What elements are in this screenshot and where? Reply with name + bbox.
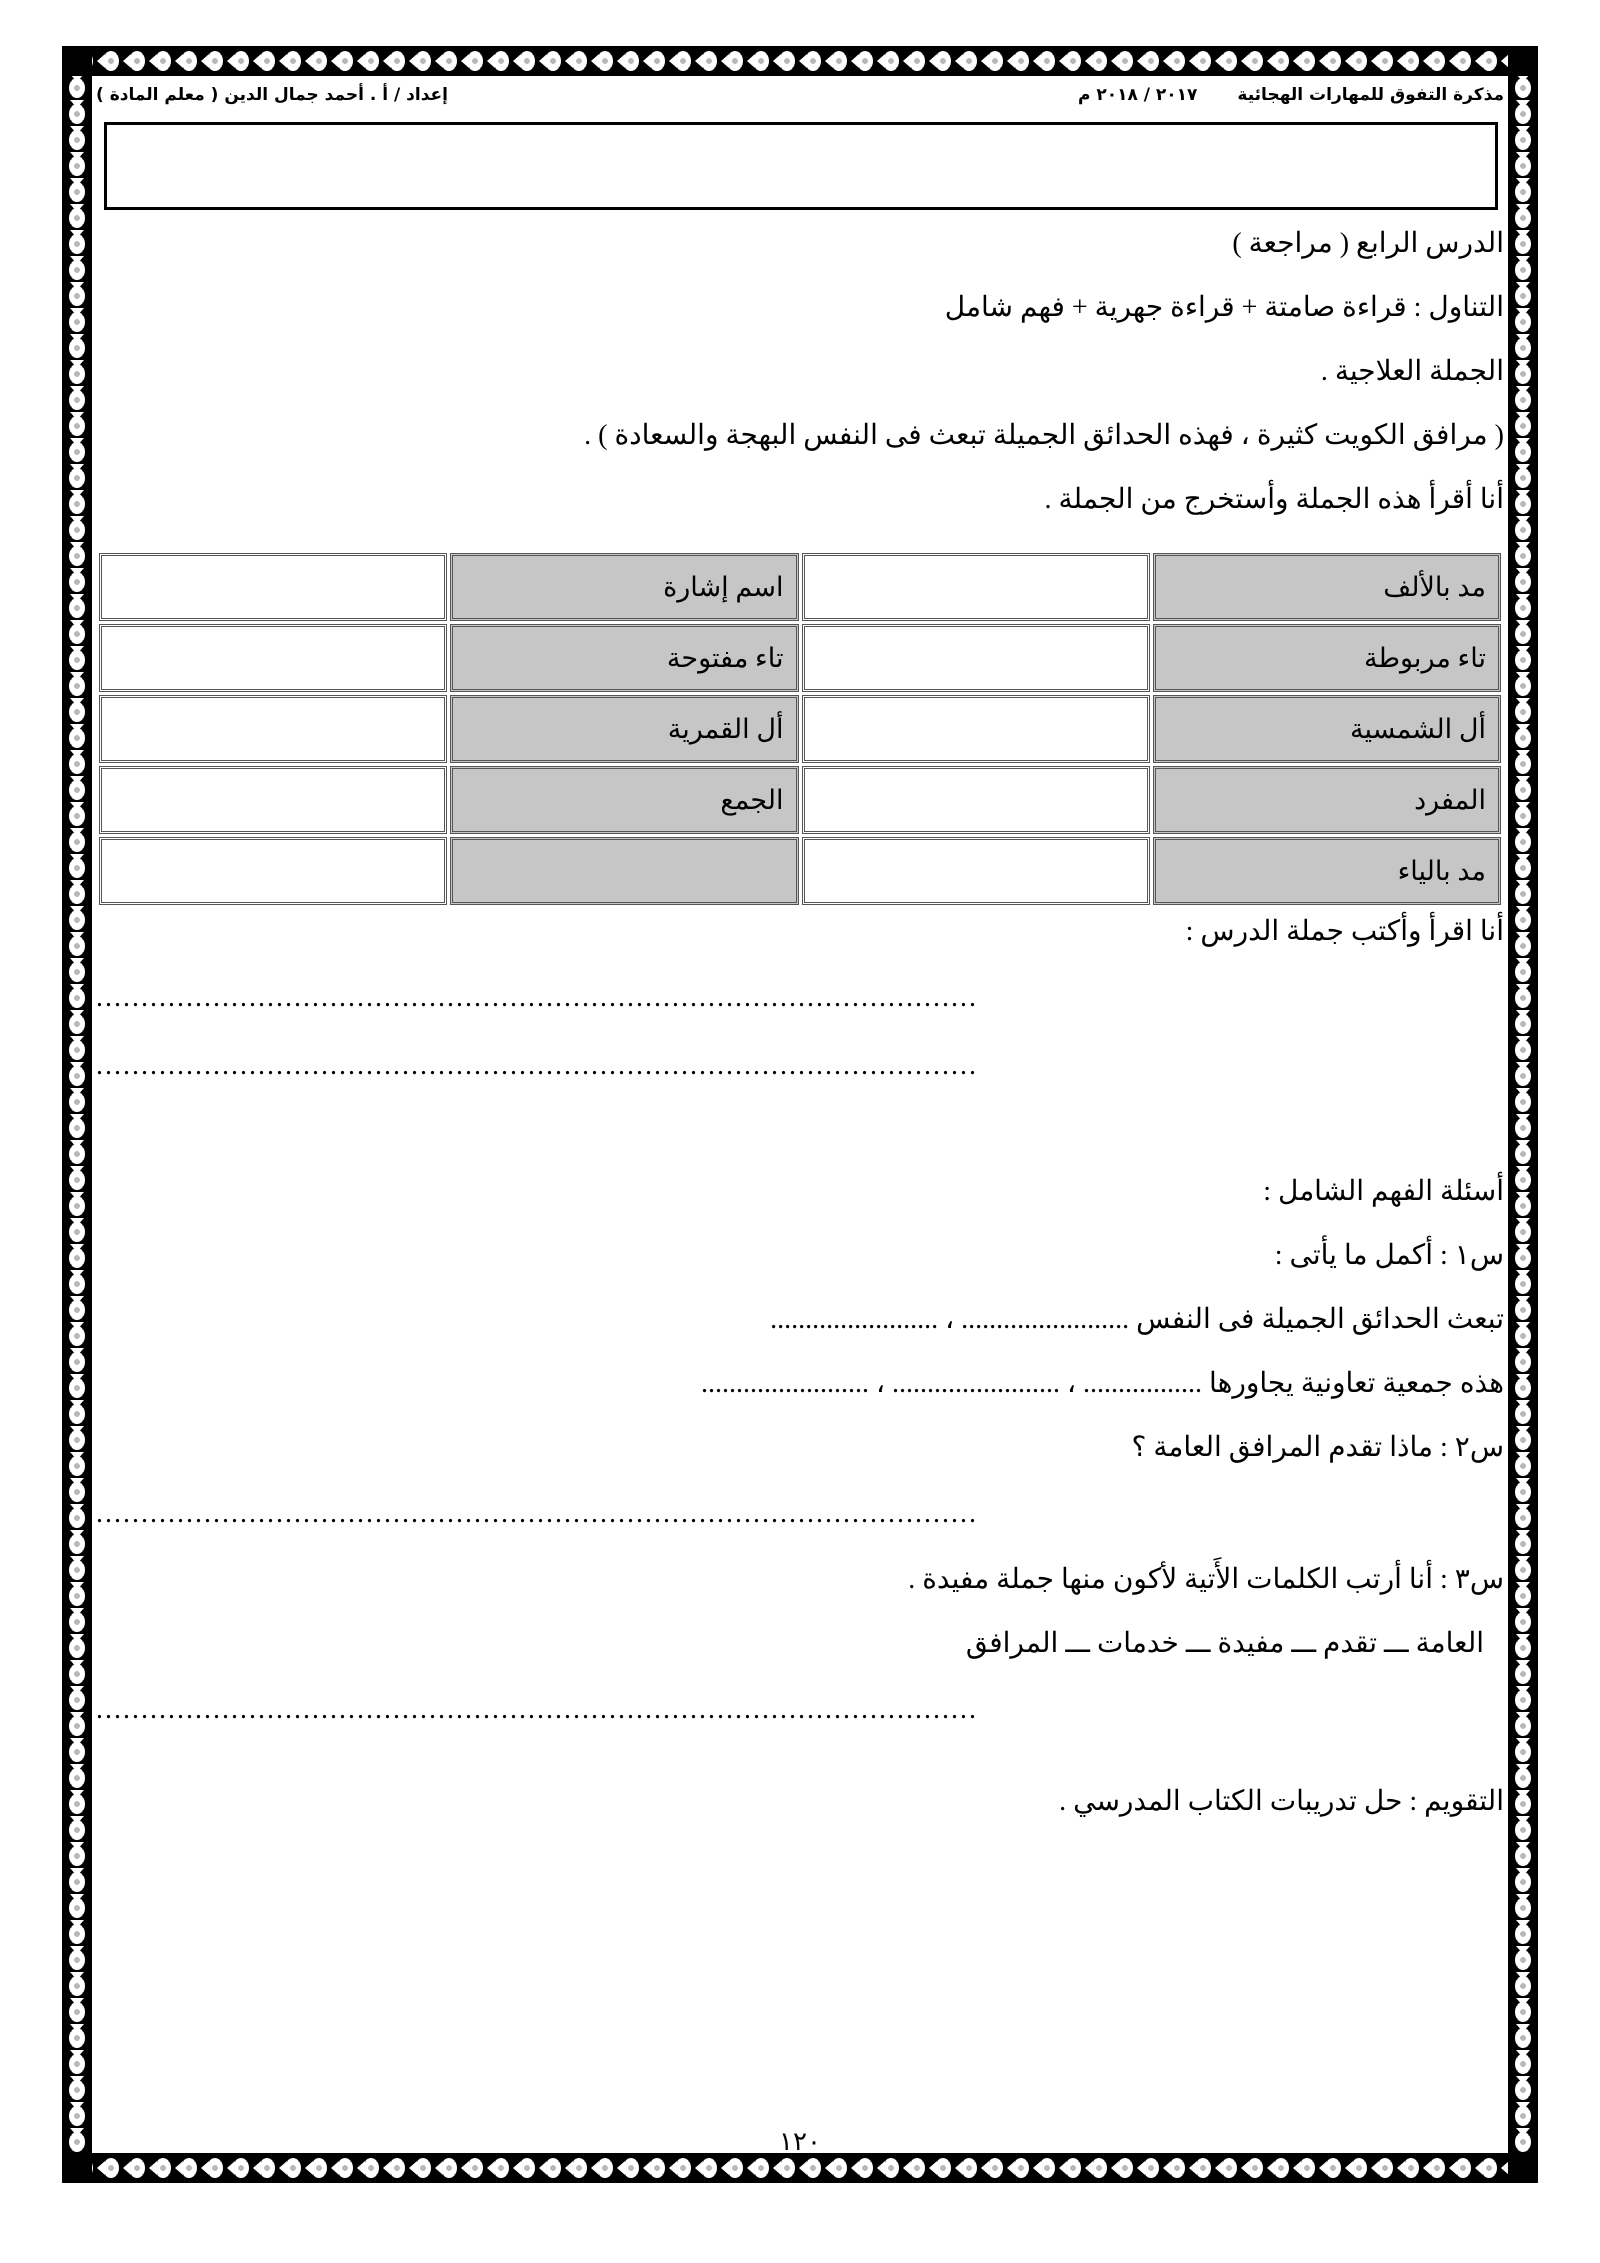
- ornament-motif-icon: [62, 1219, 92, 1245]
- ornament-motif-icon: [62, 387, 92, 413]
- skill-label-right: مد بالألف: [1153, 553, 1501, 621]
- question-3-scrambled-words: العامة ـــ تقدم ـــ مفيدة ـــ خدمات ـــ المرافق: [965, 1628, 1484, 1659]
- ornament-motif-icon: [1508, 1271, 1538, 1297]
- ornament-corner-top-left: [62, 46, 92, 76]
- ornament-motif-icon: [62, 283, 92, 309]
- ornament-motif-icon: [62, 1583, 92, 1609]
- ornament-motif-icon: [62, 1453, 92, 1479]
- ornament-motif-icon: [62, 1479, 92, 1505]
- ornament-motif-icon: [1508, 777, 1538, 803]
- ornament-motif-icon: [1508, 257, 1538, 283]
- ornament-motif-icon: [62, 2051, 92, 2077]
- ornament-motif-icon: [1508, 1765, 1538, 1791]
- question-1-item-2[interactable]: هذه جمعية تعاونية يجاورها ................. ، ........................ ، ........................: [700, 1368, 1504, 1399]
- ornament-motif-icon: [62, 179, 92, 205]
- skill-label-right: المفرد: [1153, 766, 1501, 834]
- ornament-motif-icon: [62, 1921, 92, 1947]
- ornament-motif-icon: [1508, 1193, 1538, 1219]
- ornament-motif-icon: [1508, 1401, 1538, 1427]
- ornament-motif-icon: [1508, 829, 1538, 855]
- ornament-motif-icon: [1508, 1297, 1538, 1323]
- ornament-motif-icon: [62, 1817, 92, 1843]
- ornament-motif-icon: [1508, 387, 1538, 413]
- ornament-motif-icon: [1508, 1791, 1538, 1817]
- ornament-motif-icon: [1508, 1609, 1538, 1635]
- ornament-motif-icon: [62, 1895, 92, 1921]
- ornament-motif-icon: [62, 777, 92, 803]
- skill-label-mid: أل القمرية: [450, 695, 798, 763]
- ornament-motif-icon: [62, 2129, 92, 2155]
- ornament-motif-icon: [62, 1271, 92, 1297]
- ornament-motif-icon: [1508, 2051, 1538, 2077]
- ornament-motif-icon: [62, 543, 92, 569]
- ornament-motif-icon: [1508, 1739, 1538, 1765]
- ornament-motif-icon: [62, 1037, 92, 1063]
- ornament-motif-icon: [62, 621, 92, 647]
- ornament-motif-icon: [62, 647, 92, 673]
- ornament-motif-icon: [1508, 699, 1538, 725]
- ornament-motif-icon: [62, 699, 92, 725]
- ornament-motif-icon: [62, 1973, 92, 1999]
- ornament-motif-icon: [1508, 127, 1538, 153]
- running-head: [96, 80, 1504, 110]
- ornament-motif-icon: [62, 725, 92, 751]
- table-row: [99, 837, 1501, 905]
- skills-table: [96, 550, 1504, 908]
- ornament-motif-icon: [62, 2025, 92, 2051]
- ornament-motif-icon: [1508, 465, 1538, 491]
- ornament-motif-icon: [62, 1063, 92, 1089]
- ornament-motif-icon: [62, 1323, 92, 1349]
- ornament-motif-icon: [1508, 1245, 1538, 1271]
- ornament-motif-icon: [62, 1687, 92, 1713]
- ornament-motif-icon: [62, 153, 92, 179]
- answer-cell-left[interactable]: [99, 695, 447, 763]
- lesson-title-box: [104, 122, 1498, 210]
- ornament-motif-icon: [1508, 1089, 1538, 1115]
- answer-cell-left[interactable]: [99, 837, 447, 905]
- ornament-motif-icon: [1508, 1557, 1538, 1583]
- skill-label-mid: [450, 837, 798, 905]
- ornament-motif-icon: [62, 1245, 92, 1271]
- ornament-motif-icon: [62, 1297, 92, 1323]
- ornament-motif-icon: [1508, 101, 1538, 127]
- ornament-motif-icon: [62, 439, 92, 465]
- ornament-border-bottom: [62, 2153, 1538, 2183]
- answer-cell-right[interactable]: [802, 837, 1150, 905]
- ornament-motif-icon: [1508, 361, 1538, 387]
- ornament-motif-icon: [62, 569, 92, 595]
- ornament-motif-icon: [62, 75, 92, 101]
- ornament-motif-icon: [62, 1635, 92, 1661]
- ornament-motif-icon: [1508, 1115, 1538, 1141]
- write-sentence-line-2[interactable]: ..................................................................................................: [96, 1050, 978, 1081]
- ornament-motif-icon: [62, 2077, 92, 2103]
- ornament-motif-icon: [62, 205, 92, 231]
- ornament-motif-icon: [1508, 205, 1538, 231]
- ornament-motif-icon: [1508, 1011, 1538, 1037]
- ornament-motif-icon: [1508, 1427, 1538, 1453]
- skill-label-mid: الجمع: [450, 766, 798, 834]
- ornament-motif-icon: [1508, 1973, 1538, 1999]
- ornament-motif-icon: [1508, 231, 1538, 257]
- ornament-motif-icon: [62, 881, 92, 907]
- ornament-motif-icon: [1508, 621, 1538, 647]
- answer-cell-left[interactable]: [99, 766, 447, 834]
- skill-label-right: مد بالياء: [1153, 837, 1501, 905]
- ornament-motif-icon: [62, 1193, 92, 1219]
- ornament-motif-icon: [1508, 985, 1538, 1011]
- ornament-motif-icon: [62, 517, 92, 543]
- ornament-motif-icon: [62, 491, 92, 517]
- ornament-motif-icon: [62, 1141, 92, 1167]
- ornament-motif-icon: [1508, 2129, 1538, 2155]
- ornament-motif-icon: [1508, 881, 1538, 907]
- skill-label-mid: اسم إشارة: [450, 553, 798, 621]
- ornament-motif-icon: [62, 1739, 92, 1765]
- lesson-sentence: ( مرافق الكويت كثيرة ، فهذه الحدائق الجميلة تبعث فى النفس البهجة والسعادة ) .: [584, 420, 1504, 451]
- ornament-motif-icon: [62, 959, 92, 985]
- ornament-motif-icon: [62, 1843, 92, 1869]
- answer-cell-right[interactable]: [802, 553, 1150, 621]
- ornament-border-left: [62, 46, 92, 2183]
- ornament-motif-icon: [62, 1661, 92, 1687]
- ornament-motif-icon: [62, 855, 92, 881]
- spacer: [96, 1762, 1504, 1788]
- remedial-sentence-label: الجملة العلاجية .: [1320, 356, 1504, 387]
- ornament-motif-icon: [62, 1713, 92, 1739]
- ornament-motif-icon: [1508, 751, 1538, 777]
- ornament-motif-icon: [1508, 517, 1538, 543]
- ornament-motif-icon: [1508, 335, 1538, 361]
- ornament-corner-bottom-right: [1508, 2153, 1538, 2183]
- ornament-motif-icon: [1508, 933, 1538, 959]
- ornament-motif-icon: [1508, 153, 1538, 179]
- ornament-motif-icon: [1508, 1531, 1538, 1557]
- ornament-motif-icon: [1508, 1375, 1538, 1401]
- table-row: [99, 766, 1501, 834]
- page-number: ١٢٠: [779, 2127, 821, 2157]
- answer-cell-left[interactable]: [99, 553, 447, 621]
- ornament-motif-icon: [1508, 803, 1538, 829]
- ornament-motif-icon: [62, 673, 92, 699]
- ornament-corner-bottom-left: [62, 2153, 92, 2183]
- ornament-motif-icon: [62, 933, 92, 959]
- ornament-motif-icon: [1508, 1635, 1538, 1661]
- running-head-author: إعداد / أ . أحمد جمال الدين ( معلم المادة ): [96, 85, 448, 105]
- ornament-motif-icon: [62, 829, 92, 855]
- write-sentence-line-1[interactable]: ..................................................................................................: [96, 982, 978, 1013]
- ornament-motif-icon: [1508, 439, 1538, 465]
- lesson-title: الدرس الرابع ( مراجعة ): [1232, 228, 1504, 259]
- ornament-motif-icon: [62, 1791, 92, 1817]
- ornament-motif-icon: [1508, 959, 1538, 985]
- ornament-motif-icon: [62, 803, 92, 829]
- table-row: [99, 695, 1501, 763]
- ornament-motif-icon: [1508, 1583, 1538, 1609]
- ornament-motif-icon: [1508, 855, 1538, 881]
- ornament-motif-icon: [1508, 1167, 1538, 1193]
- table-row: [99, 553, 1501, 621]
- ornament-motif-icon: [1508, 1453, 1538, 1479]
- ornament-motif-icon: [1508, 1713, 1538, 1739]
- ornament-motif-icon: [62, 1947, 92, 1973]
- ornament-motif-icon: [62, 1401, 92, 1427]
- ornament-motif-icon: [1508, 1037, 1538, 1063]
- answer-cell-right[interactable]: [802, 766, 1150, 834]
- table-row: [99, 624, 1501, 692]
- ornament-motif-icon: [1508, 1479, 1538, 1505]
- comprehension-heading: أسئلة الفهم الشامل :: [1263, 1176, 1504, 1207]
- ornament-motif-icon: [1508, 309, 1538, 335]
- write-sentence-prompt: أنا اقرأ وأكتب جملة الدرس :: [1185, 916, 1504, 947]
- ornament-motif-icon: [62, 413, 92, 439]
- lesson-body: [96, 230, 1504, 1852]
- ornament-motif-icon: [1508, 647, 1538, 673]
- ornament-motif-icon: [62, 1531, 92, 1557]
- ornament-motif-icon: [62, 1999, 92, 2025]
- ornament-motif-icon: [62, 257, 92, 283]
- ornament-motif-icon: [1508, 1895, 1538, 1921]
- ornament-corner-top-right: [1508, 46, 1538, 76]
- ornament-motif-icon: [62, 309, 92, 335]
- page-content: [96, 80, 1504, 2157]
- ornament-motif-icon: [1508, 283, 1538, 309]
- ornament-motif-icon: [1508, 1349, 1538, 1375]
- ornament-border-top: [62, 46, 1538, 76]
- answer-cell-right[interactable]: [802, 624, 1150, 692]
- ornament-motif-icon: [1508, 1817, 1538, 1843]
- ornament-motif-icon: [1508, 491, 1538, 517]
- ornament-motif-icon: [1508, 2025, 1538, 2051]
- ornament-motif-icon: [62, 751, 92, 777]
- ornament-motif-icon: [1508, 1687, 1538, 1713]
- ornament-motif-icon: [62, 1375, 92, 1401]
- ornament-motif-icon: [62, 1505, 92, 1531]
- ornament-motif-icon: [1508, 1141, 1538, 1167]
- ornament-motif-icon: [1508, 543, 1538, 569]
- spacer: [96, 1118, 1504, 1178]
- ornament-motif-icon: [62, 1349, 92, 1375]
- skill-label-right: تاء مربوطة: [1153, 624, 1501, 692]
- ornament-motif-icon: [62, 1089, 92, 1115]
- ornament-motif-icon: [62, 985, 92, 1011]
- ornament-motif-icon: [1508, 673, 1538, 699]
- ornament-motif-icon: [1508, 179, 1538, 205]
- ornament-motif-icon: [62, 465, 92, 491]
- ornament-motif-icon: [62, 1427, 92, 1453]
- ornament-motif-icon: [62, 907, 92, 933]
- ornament-motif-icon: [62, 595, 92, 621]
- question-3-answer-line[interactable]: ..................................................................................................: [96, 1694, 978, 1725]
- answer-cell-left[interactable]: [99, 624, 447, 692]
- ornament-motif-icon: [62, 231, 92, 257]
- extract-instruction: أنا أقرأ هذه الجملة وأستخرج من الجملة .: [1044, 484, 1504, 515]
- ornament-motif-icon: [62, 1609, 92, 1635]
- ornament-motif-icon: [62, 1167, 92, 1193]
- ornament-motif-icon: [62, 1557, 92, 1583]
- ornament-motif-icon: [62, 1765, 92, 1791]
- ornament-motif-icon: [1508, 1063, 1538, 1089]
- ornament-motif-icon: [1508, 1661, 1538, 1687]
- skill-label-mid: تاء مفتوحة: [450, 624, 798, 692]
- ornament-motif-icon: [62, 127, 92, 153]
- ornament-motif-icon: [1508, 1947, 1538, 1973]
- ornament-motif-icon: [62, 2103, 92, 2129]
- ornament-motif-icon: [62, 1869, 92, 1895]
- ornament-motif-icon: [62, 1011, 92, 1037]
- ornament-motif-icon: [1508, 1843, 1538, 1869]
- question-1-prompt: س١ : أكمل ما يأتى :: [1274, 1240, 1504, 1271]
- ornament-motif-icon: [1508, 2103, 1538, 2129]
- question-2-answer-line[interactable]: ..................................................................................................: [96, 1498, 978, 1529]
- skill-label-right: أل الشمسية: [1153, 695, 1501, 763]
- running-head-title: مذكرة التفوق للمهارات الهجائية: [1237, 85, 1504, 105]
- question-2-prompt: س٢ : ماذا تقدم المرافق العامة ؟: [1131, 1432, 1504, 1463]
- ornament-motif-icon: [1508, 413, 1538, 439]
- ornament-motif-icon: [62, 361, 92, 387]
- ornament-motif-icon: [62, 101, 92, 127]
- ornament-motif-icon: [1508, 1921, 1538, 1947]
- ornament-motif-icon: [1508, 1505, 1538, 1531]
- ornament-motif-icon: [1508, 75, 1538, 101]
- ornament-motif-icon: [1508, 1219, 1538, 1245]
- question-3-prompt: س٣ : أنا أرتب الكلمات الأَتية لأكون منها جملة مفيدة .: [908, 1564, 1504, 1595]
- answer-cell-right[interactable]: [802, 695, 1150, 763]
- lesson-approach: التناول : قراءة صامتة + قراءة جهرية + فهم شامل: [944, 292, 1504, 323]
- ornament-motif-icon: [1508, 2077, 1538, 2103]
- ornament-motif-icon: [1508, 595, 1538, 621]
- running-head-year: ٢٠١٧ / ٢٠١٨ م: [1077, 85, 1198, 105]
- question-1-item-1[interactable]: تبعث الحدائق الجميلة فى النفس ........................ ، ........................: [770, 1304, 1504, 1335]
- ornament-motif-icon: [1508, 1999, 1538, 2025]
- ornament-border-right: [1508, 46, 1538, 2183]
- ornament-motif-icon: [1508, 725, 1538, 751]
- ornament-motif-icon: [1508, 1869, 1538, 1895]
- ornament-motif-icon: [1508, 907, 1538, 933]
- ornament-motif-icon: [62, 335, 92, 361]
- ornament-motif-icon: [1508, 1323, 1538, 1349]
- ornament-motif-icon: [62, 1115, 92, 1141]
- evaluation-line: التقويم : حل تدريبات الكتاب المدرسي .: [1059, 1786, 1504, 1817]
- ornament-motif-icon: [1508, 569, 1538, 595]
